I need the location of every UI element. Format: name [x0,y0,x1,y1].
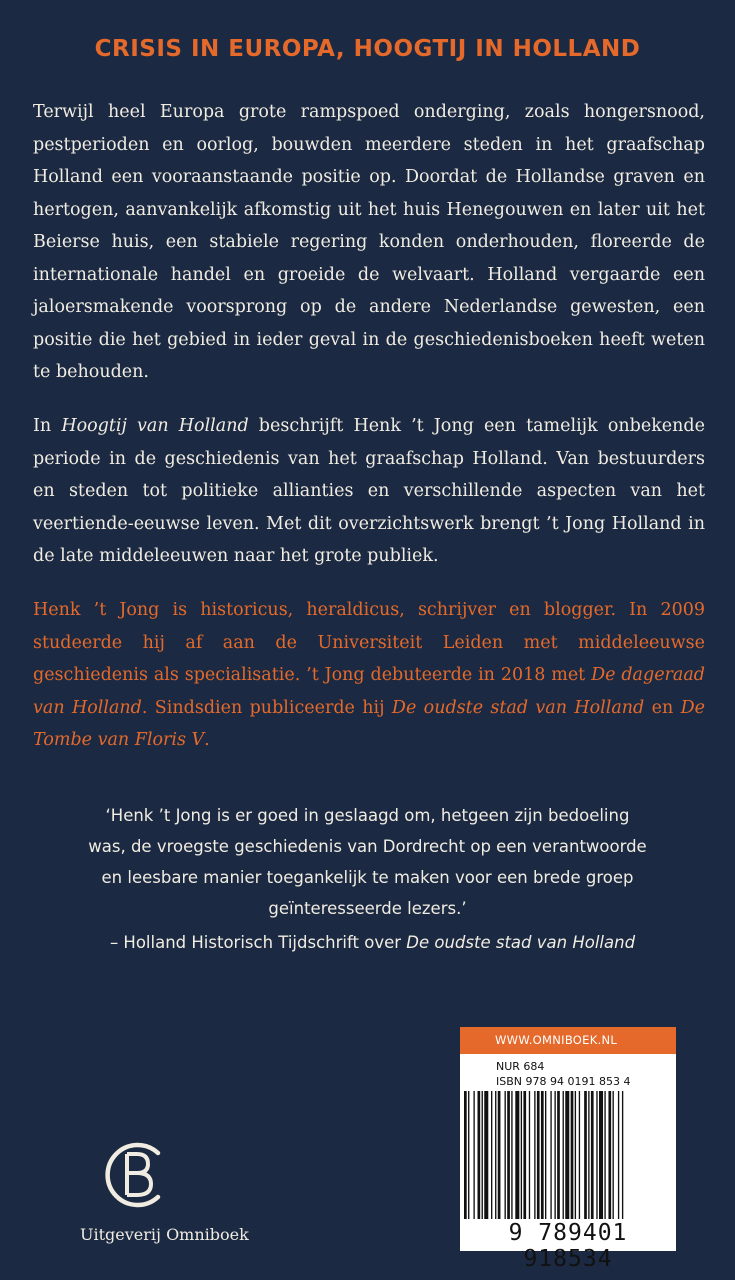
quote-source [0,927,735,958]
bio-text-1: Henk ’t Jong is historicus, heraldicus, schrijver en blogger. In 2009 studeerde hij af aan de Universiteit Leiden met middeleeuwse geschiedenis als specialisatie. ’t Jong debuteerde in 2018 met [33,600,705,685]
synopsis-paragraph-1: Terwijl heel Europa grote rampspoed onderging, zoals hongersnood, pestperioden en oorlog, bouwden meerdere steden in het graafschap Holland een vooraanstaande positie op. Doordat de Hollandse graven en hertogen, aanvankelijk afkomstig uit het huis Henegouwen en later uit het Beierse huis, een stabiele regering konden onderhouden, floreerde de internationale handel en groeide de welvaart. Holland vergaarde een jaloersmakende voorsprong op de andere Nederlandse gewesten, een positie die het gebied in ieder geval in de geschiedenisboeken heeft weten te behouden. [33,102,705,382]
omniboek-b-logo-icon [98,1137,174,1213]
synopsis-rest: beschrijft Henk ’t Jong een tamelijk onbekende periode in de geschiedenis van het graafschap Holland. Van bestuurders en steden tot politieke allianties en verschillende aspecten van het veertiende-eeuwse leven. Met dit overzichtswerk brengt ’t Jong Holland in de late middeleeuwen naar het grote publiek. [33,416,705,566]
quote-line-1: ‘Henk ’t Jong is er goed in geslaagd om, hetgeen zijn bedoeling [105,806,630,825]
bio-text-4: . [204,730,210,750]
book-title-hoogtij: Hoogtij van Holland [61,416,249,436]
quote-source-prefix: – Holland Historisch Tijdschrift over [109,933,407,952]
barcode-box [460,1027,676,1272]
synopsis-intro: In [33,416,62,436]
quote-line-3: en leesbare manier toegankelijk te maken voor een brede groep [101,868,634,887]
synopsis-paragraph-2 [33,410,705,573]
bio-text-2: . Sindsdien publiceerde hij [141,697,392,718]
barcode-icon [464,1091,670,1219]
quote-line-4: geïnteresseerde lezers.’ [268,899,467,918]
bio-book-3: De Tombe van Floris V [33,697,705,750]
cover-heading: CRISIS IN EUROPA, HOOGTIJ IN HOLLAND [94,36,641,62]
author-bio [33,594,705,757]
bio-book-2: De oudste stad van Holland [391,697,645,718]
nur-code: NUR 684 [496,1060,545,1073]
isbn-number: ISBN 978 94 0191 853 4 [496,1075,631,1088]
website-label: WWW.OMNIBOEK.NL [460,1027,676,1054]
review-quote [0,800,735,924]
bio-book-1: De dageraad van Holland [33,665,705,718]
bio-text-3: en [644,697,681,718]
quote-source-book: De oudste stad van Holland [406,933,636,952]
publisher-name: Uitgeverij Omniboek [80,1225,249,1244]
barcode-digits: 9 789401 918534 [508,1220,628,1272]
quote-line-2: was, de vroegste geschiedenis van Dordrecht op een verantwoorde [88,837,647,856]
